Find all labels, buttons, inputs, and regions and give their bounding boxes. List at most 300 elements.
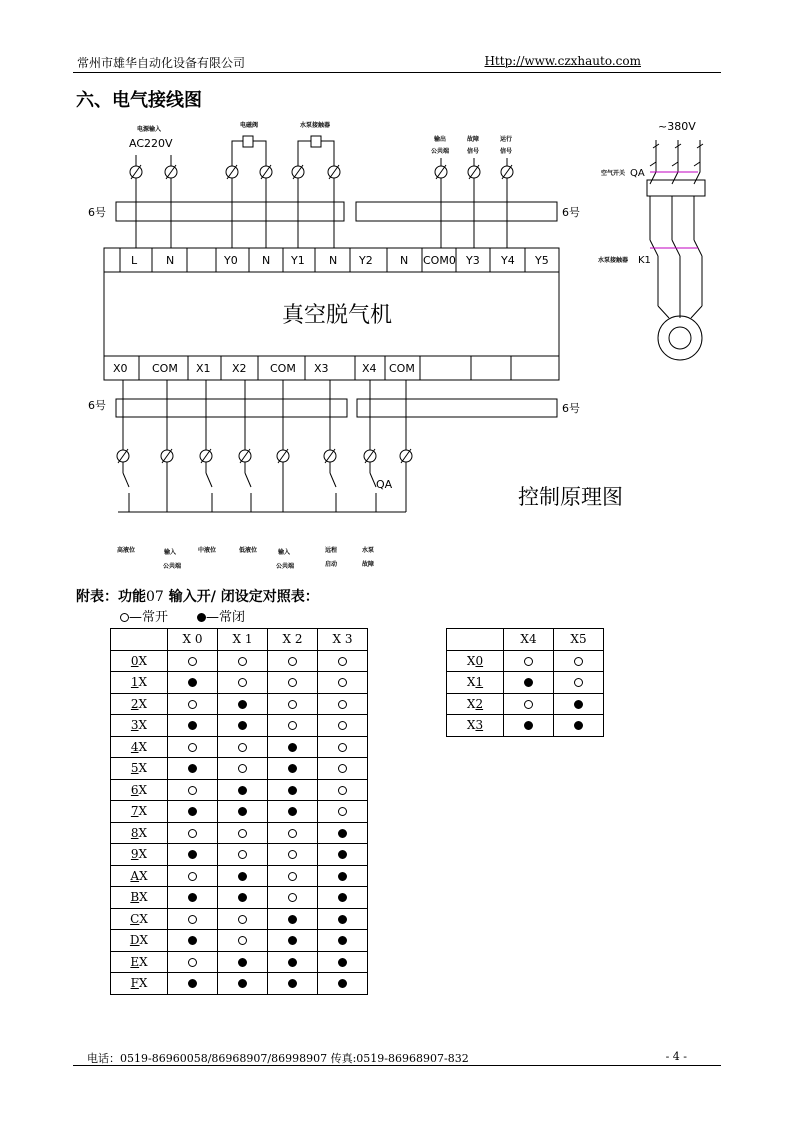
- row-key: A: [130, 868, 140, 883]
- row-key-cell: [111, 973, 168, 995]
- bottom-screw-terminals: [117, 449, 412, 463]
- state-cell: [218, 779, 268, 801]
- table-row: [111, 844, 368, 866]
- terminal-Y4: Y4: [501, 254, 515, 267]
- open-dot-icon: [338, 743, 347, 752]
- open-dot-icon: [238, 764, 247, 773]
- closed-dot-icon: [338, 872, 347, 881]
- state-cell: [318, 844, 368, 866]
- row-key-cell: [111, 736, 168, 758]
- input-labels: [117, 546, 374, 570]
- state-cell: [268, 844, 318, 866]
- open-dot-icon: [288, 678, 297, 687]
- top-terminal-labels: [131, 254, 549, 267]
- state-cell: [318, 930, 368, 952]
- state-cell: [168, 650, 218, 672]
- row-key-suffix: X: [138, 782, 148, 797]
- setting-table-x0-x3: [110, 628, 368, 995]
- terminal-COM3: COM: [389, 362, 415, 375]
- row-key-cell: [111, 672, 168, 694]
- state-cell: [218, 801, 268, 823]
- state-cell: [218, 822, 268, 844]
- closed-dot-icon: [288, 936, 297, 945]
- table-row: [111, 693, 368, 715]
- open-dot-icon: [188, 700, 197, 709]
- row-key-suffix: X: [138, 976, 148, 991]
- terminal-COM1: COM: [152, 362, 178, 375]
- row-key-cell: [111, 758, 168, 780]
- terminal-X3: X3: [314, 362, 329, 375]
- row-key: 3: [130, 718, 139, 733]
- table-header-cell: X 1: [218, 629, 268, 651]
- state-cell: [318, 865, 368, 887]
- input-label-common-1b: 公共端: [163, 563, 182, 570]
- state-cell: [218, 887, 268, 909]
- terminal-COM2: COM: [270, 362, 296, 375]
- closed-dot-icon: [288, 979, 297, 988]
- open-dot-icon: [238, 850, 247, 859]
- table-row: [111, 887, 368, 909]
- terminal-label-top-left: 6号: [88, 206, 106, 219]
- table-row: [111, 650, 368, 672]
- state-cell: [218, 693, 268, 715]
- row-key-cell: [111, 844, 168, 866]
- row-key-cell: [111, 779, 168, 801]
- state-cell: [504, 715, 554, 737]
- table-row: [111, 865, 368, 887]
- open-dot-icon: [238, 678, 247, 687]
- state-cell: [168, 801, 218, 823]
- open-dot-icon: [188, 829, 197, 838]
- state-cell: [268, 715, 318, 737]
- row-key: 8: [130, 825, 139, 840]
- open-dot-icon: [188, 743, 197, 752]
- state-cell: [268, 865, 318, 887]
- row-key-suffix: X: [138, 761, 148, 776]
- terminal-label-bottom-left: 6号: [88, 399, 106, 412]
- state-cell: [268, 930, 318, 952]
- row-key: C: [130, 911, 140, 926]
- state-cell: [504, 693, 554, 715]
- table-row: [111, 822, 368, 844]
- table-header-cell: X4: [504, 629, 554, 651]
- open-dot-icon: [188, 915, 197, 924]
- state-cell: [268, 973, 318, 995]
- closed-dot-icon: [338, 850, 347, 859]
- row-key-suffix: X: [138, 696, 148, 711]
- table-header-row: [447, 629, 604, 651]
- state-cell: [168, 844, 218, 866]
- state-cell: [268, 822, 318, 844]
- row-key-cell: [111, 693, 168, 715]
- table-row: [111, 930, 368, 952]
- closed-dot-icon: [238, 979, 247, 988]
- input-label-common-2b: 公共端: [276, 563, 295, 570]
- terminal-N4: N: [400, 254, 409, 267]
- table-row: [111, 801, 368, 823]
- open-circle-icon: [120, 613, 129, 622]
- state-cell: [268, 672, 318, 694]
- legend: [120, 606, 245, 625]
- input-label-remote-2: 启动: [325, 561, 338, 568]
- open-dot-icon: [188, 872, 197, 881]
- table-header-cell: [447, 629, 504, 651]
- input-label-remote-1: 远程: [325, 547, 338, 554]
- closed-dot-icon: [288, 915, 297, 924]
- row-key: 7: [130, 804, 139, 819]
- row-key-suffix: X: [138, 804, 148, 819]
- state-cell: [218, 973, 268, 995]
- state-cell: [218, 715, 268, 737]
- table-row: [111, 908, 368, 930]
- input-label-pump-fault-2: 故障: [362, 561, 375, 568]
- row-key-prefix: X: [466, 675, 476, 690]
- closed-dot-icon: [238, 721, 247, 730]
- closed-dot-icon: [238, 807, 247, 816]
- table-row: [111, 973, 368, 995]
- input-label-high-level: 高液位: [117, 547, 136, 554]
- closed-dot-icon: [238, 958, 247, 967]
- contactor-label: 水泵接触器: [598, 257, 629, 264]
- state-cell: [318, 779, 368, 801]
- open-dot-icon: [238, 936, 247, 945]
- three-phase-voltage: ~380V: [658, 120, 696, 133]
- state-cell: [168, 865, 218, 887]
- run-signal-label-2: 信号: [500, 148, 513, 155]
- row-key: 0: [130, 653, 139, 668]
- table-row: [111, 758, 368, 780]
- terminal-COM0: COM0: [423, 254, 456, 267]
- row-key-cell: [111, 951, 168, 973]
- row-key-cell: [111, 930, 168, 952]
- row-key-suffix: X: [138, 675, 148, 690]
- state-cell: [218, 672, 268, 694]
- row-key-suffix: X: [138, 718, 148, 733]
- closed-dot-icon: [338, 829, 347, 838]
- open-dot-icon: [188, 657, 197, 666]
- open-dot-icon: [338, 764, 347, 773]
- run-signal-label-1: 运行: [500, 136, 513, 143]
- table-header-cell: X 3: [318, 629, 368, 651]
- fault-signal-label-2: 信号: [467, 148, 480, 155]
- terminal-label-bottom-right: 6号: [562, 402, 580, 415]
- table-row: [111, 951, 368, 973]
- closed-dot-icon: [238, 700, 247, 709]
- row-key-cell: [447, 672, 504, 694]
- row-key-cell: [111, 887, 168, 909]
- state-cell: [554, 715, 604, 737]
- closed-dot-icon: [188, 850, 197, 859]
- state-cell: [168, 930, 218, 952]
- row-key-suffix: X: [138, 825, 148, 840]
- pump-contactor-label: 水泵接触器: [300, 122, 331, 129]
- legend-open: —常开: [129, 610, 169, 625]
- table-row: [447, 715, 604, 737]
- row-key-prefix: X: [466, 696, 476, 711]
- contactor-coil: [298, 136, 334, 168]
- terminal-X0: X0: [113, 362, 128, 375]
- state-cell: [168, 973, 218, 995]
- table-header-row: [111, 629, 368, 651]
- state-cell: [268, 779, 318, 801]
- terminal-N3: N: [329, 254, 338, 267]
- open-dot-icon: [288, 893, 297, 902]
- table-row: [447, 672, 604, 694]
- input-label-common-2a: 输入: [278, 549, 291, 556]
- row-key-cell: [111, 801, 168, 823]
- table-row: [111, 779, 368, 801]
- open-dot-icon: [238, 743, 247, 752]
- terminal-N2: N: [262, 254, 271, 267]
- state-cell: [318, 758, 368, 780]
- closed-dot-icon: [338, 979, 347, 988]
- row-key: 2: [475, 696, 484, 711]
- closed-dot-icon: [288, 743, 297, 752]
- voltage-label: AC220V: [129, 137, 173, 150]
- terminal-X2: X2: [232, 362, 247, 375]
- valve-label: 电磁阀: [240, 122, 259, 129]
- state-cell: [218, 736, 268, 758]
- state-cell: [168, 758, 218, 780]
- closed-dot-icon: [188, 764, 197, 773]
- state-cell: [268, 736, 318, 758]
- input-label-common-1a: 输入: [164, 549, 177, 556]
- row-key-suffix: X: [139, 911, 148, 926]
- output-common-label-2: 公共端: [431, 148, 450, 155]
- row-key: 9: [130, 847, 139, 862]
- row-key-suffix: X: [139, 954, 148, 969]
- table-row: [447, 693, 604, 715]
- state-cell: [268, 650, 318, 672]
- row-key: 1: [130, 675, 139, 690]
- row-key-suffix: X: [139, 933, 149, 948]
- open-dot-icon: [288, 850, 297, 859]
- state-cell: [218, 650, 268, 672]
- open-dot-icon: [574, 657, 583, 666]
- row-key: 4: [130, 739, 139, 754]
- state-cell: [318, 693, 368, 715]
- page-footer: [73, 1050, 721, 1066]
- open-dot-icon: [524, 657, 533, 666]
- row-key-cell: [447, 693, 504, 715]
- input-label-mid-level: 中液位: [198, 547, 217, 554]
- terminal-L: L: [131, 254, 138, 267]
- open-dot-icon: [338, 721, 347, 730]
- closed-dot-icon: [338, 936, 347, 945]
- state-cell: [218, 844, 268, 866]
- terminal-Y0: Y0: [224, 254, 238, 267]
- state-cell: [168, 822, 218, 844]
- company-name: 常州市雄华自动化设备有限公司: [77, 56, 246, 70]
- company-url[interactable]: Http://www.czxhauto.com: [484, 54, 641, 68]
- closed-dot-icon: [574, 700, 583, 709]
- row-key-suffix: X: [138, 653, 148, 668]
- closed-dot-icon: [188, 807, 197, 816]
- state-cell: [504, 672, 554, 694]
- control-diagram-title: 控制原理图: [518, 485, 623, 509]
- state-cell: [318, 650, 368, 672]
- row-key: F: [130, 976, 139, 991]
- state-cell: [168, 779, 218, 801]
- table-header-cell: X 2: [268, 629, 318, 651]
- closed-dot-icon: [188, 678, 197, 687]
- state-cell: [168, 715, 218, 737]
- row-key-cell: [111, 715, 168, 737]
- terminal-N1: N: [166, 254, 175, 267]
- open-dot-icon: [238, 915, 247, 924]
- closed-dot-icon: [574, 721, 583, 730]
- state-cell: [268, 887, 318, 909]
- state-cell: [554, 693, 604, 715]
- state-cell: [168, 693, 218, 715]
- top-screw-terminals: [130, 165, 513, 179]
- open-dot-icon: [338, 657, 347, 666]
- row-key: E: [130, 954, 140, 969]
- terminal-X1: X1: [196, 362, 211, 375]
- open-dot-icon: [238, 657, 247, 666]
- open-dot-icon: [338, 807, 347, 816]
- row-key-prefix: X: [466, 718, 476, 733]
- closed-dot-icon: [238, 786, 247, 795]
- closed-dot-icon: [338, 893, 347, 902]
- row-key: 2: [130, 696, 139, 711]
- state-cell: [218, 930, 268, 952]
- terminal-Y2: Y2: [359, 254, 373, 267]
- state-cell: [168, 736, 218, 758]
- closed-dot-icon: [288, 958, 297, 967]
- table-row: [447, 650, 604, 672]
- bottom-terminal-labels: [113, 362, 415, 375]
- open-dot-icon: [288, 872, 297, 881]
- state-cell: [168, 908, 218, 930]
- state-cell: [318, 973, 368, 995]
- row-key: 0: [475, 653, 484, 668]
- state-cell: [318, 672, 368, 694]
- row-key: 5: [130, 761, 139, 776]
- legend-closed: —常闭: [205, 610, 245, 625]
- row-key: B: [130, 890, 140, 905]
- bottom-wires: [116, 380, 557, 512]
- open-dot-icon: [238, 829, 247, 838]
- setting-table-x4-x5: [446, 628, 604, 737]
- state-cell: [268, 908, 318, 930]
- terminal-Y1: Y1: [291, 254, 305, 267]
- closed-dot-icon: [288, 764, 297, 773]
- state-cell: [268, 951, 318, 973]
- open-dot-icon: [188, 786, 197, 795]
- power-input-label: 电源输入: [137, 126, 162, 133]
- breaker-label: 空气开关: [601, 170, 626, 177]
- closed-dot-icon: [524, 678, 533, 687]
- state-cell: [318, 715, 368, 737]
- closed-dot-icon: [338, 915, 347, 924]
- appendix-suffix: 输入开/ 闭设定对照表：: [168, 589, 319, 605]
- state-cell: [268, 758, 318, 780]
- table-row: [111, 736, 368, 758]
- closed-dot-icon: [288, 807, 297, 816]
- open-dot-icon: [188, 958, 197, 967]
- state-cell: [218, 951, 268, 973]
- row-key-suffix: X: [138, 739, 148, 754]
- state-cell: [318, 822, 368, 844]
- state-cell: [168, 951, 218, 973]
- output-common-label-1: 输出: [434, 136, 447, 143]
- open-dot-icon: [338, 678, 347, 687]
- appendix-prefix: 附表：功能: [76, 589, 146, 605]
- state-cell: [268, 693, 318, 715]
- open-dot-icon: [288, 829, 297, 838]
- open-dot-icon: [288, 721, 297, 730]
- row-key: 1: [475, 675, 484, 690]
- table-row: [111, 715, 368, 737]
- qa-contact-label: QA: [376, 478, 393, 491]
- closed-dot-icon: [288, 786, 297, 795]
- motor-circuit: [647, 140, 705, 360]
- terminal-label-top-right: 6号: [562, 206, 580, 219]
- closed-dot-icon: [188, 893, 197, 902]
- table-header-cell: X 0: [168, 629, 218, 651]
- input-label-pump-fault-1: 水泵: [362, 547, 375, 554]
- magenta-links: [650, 172, 698, 248]
- row-key: 6: [130, 782, 139, 797]
- state-cell: [554, 672, 604, 694]
- fault-signal-label-1: 故障: [467, 136, 480, 143]
- row-key: D: [129, 933, 140, 948]
- row-key: 3: [475, 718, 484, 733]
- section-title: 六、电气接线图: [76, 90, 202, 111]
- state-cell: [318, 887, 368, 909]
- breaker-code: QA: [630, 168, 645, 179]
- state-cell: [168, 672, 218, 694]
- open-dot-icon: [288, 700, 297, 709]
- row-key-cell: [447, 715, 504, 737]
- state-cell: [168, 887, 218, 909]
- terminal-Y5: Y5: [535, 254, 549, 267]
- closed-dot-icon: [188, 979, 197, 988]
- state-cell: [218, 865, 268, 887]
- row-key-cell: [111, 865, 168, 887]
- open-dot-icon: [524, 700, 533, 709]
- open-dot-icon: [338, 786, 347, 795]
- row-key-cell: [111, 822, 168, 844]
- closed-dot-icon: [524, 721, 533, 730]
- row-key-suffix: X: [139, 868, 148, 883]
- closed-dot-icon: [238, 893, 247, 902]
- state-cell: [218, 758, 268, 780]
- function-number: 07: [146, 589, 164, 605]
- terminal-Y3: Y3: [466, 254, 480, 267]
- input-label-low-level: 低液位: [239, 547, 258, 554]
- state-cell: [504, 650, 554, 672]
- row-key-suffix: X: [138, 847, 148, 862]
- contactor-code: K1: [638, 255, 651, 266]
- table-header-cell: X5: [554, 629, 604, 651]
- closed-dot-icon: [188, 936, 197, 945]
- table-row: [111, 672, 368, 694]
- open-dot-icon: [574, 678, 583, 687]
- table-header-cell: [111, 629, 168, 651]
- state-cell: [268, 801, 318, 823]
- state-cell: [318, 801, 368, 823]
- closed-dot-icon: [188, 721, 197, 730]
- state-cell: [554, 650, 604, 672]
- row-key-cell: [111, 908, 168, 930]
- open-dot-icon: [338, 700, 347, 709]
- row-key-prefix: X: [466, 653, 476, 668]
- page-number: - 4 -: [665, 1050, 687, 1063]
- appendix-title: [76, 586, 319, 606]
- open-dot-icon: [288, 657, 297, 666]
